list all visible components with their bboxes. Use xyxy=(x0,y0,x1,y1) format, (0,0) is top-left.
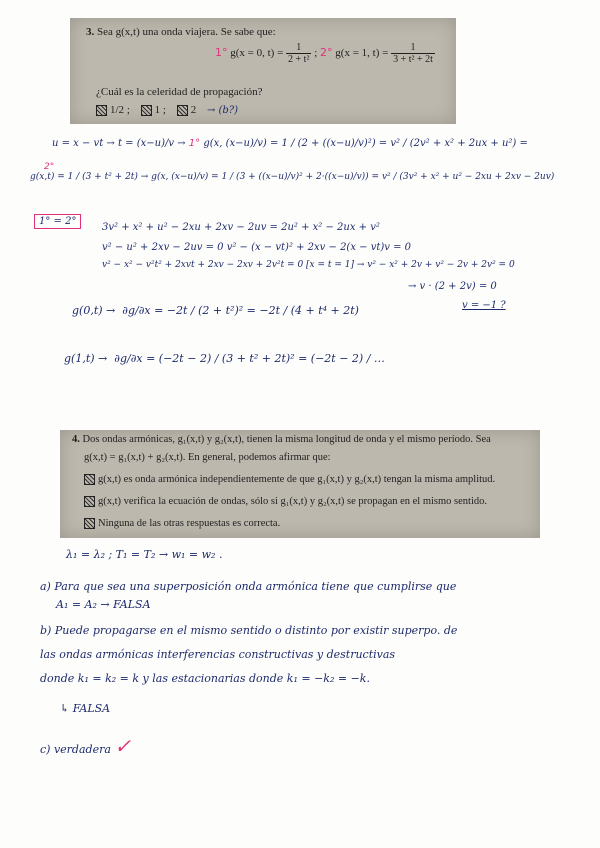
work-4-line-1: λ₁ = λ₂ ; T₁ = T₂ → w₁ = w₂ . xyxy=(66,548,223,561)
problem-4-option-b: g(x,t) verifica la ecuación de ondas, sólo si g₁(x,t) y g₂(x,t) se propagan en el mismo sentido. xyxy=(84,496,487,507)
algebra-line-2: v² − u² + 2xv − 2uv = 0 v² − (x − vt)² + 2xv − 2(x − vt)v = 0 xyxy=(102,242,412,253)
algebra-line-3: v² − x² − v²t² + 2xvt + 2xv − 2xv + 2v²t = 0 [x = t = 1] → v² − x² + 2v + v² − 2v + 2v² = 0 xyxy=(102,260,515,270)
work-4-b-4: ↳ FALSA xyxy=(60,702,111,715)
checkbox-icon[interactable] xyxy=(84,496,95,507)
work-4-a-1: a) Para que sea una superposición onda armónica tiene que cumplirse que xyxy=(40,580,457,593)
work-4-b-3: donde k₁ = k₂ = k y las estacionarias donde k₁ = −k₂ = −k. xyxy=(40,672,370,685)
work-3-line-1: u = x − vt → t = (x−u)/v → 1° g(x, (x−u)/v) = 1 / (2 + ((x−u)/v)²) = v² / (2v² + x² + 2ux + u²) = xyxy=(52,138,528,149)
equality-box: 1° = 2° xyxy=(34,214,81,229)
algebra-line-4: → v · (2 + 2v) = 0 xyxy=(408,281,497,292)
work-4-b-1: b) Puede propagarse en el mismo sentido o distinto por existir superpo. de xyxy=(40,624,458,637)
problem-3-question: ¿Cuál es la celeridad de propagación? xyxy=(96,86,263,98)
checkbox-icon[interactable] xyxy=(84,474,95,485)
checkbox-icon[interactable] xyxy=(84,518,95,529)
problem-3-options: 1/2 ; 1 ; 2 → (b?) xyxy=(96,104,238,116)
checkbox-icon[interactable] xyxy=(96,105,107,116)
algebra-line-1: 3v² + x² + u² − 2xu + 2xv − 2uv = 2u² + x² − 2ux + v² xyxy=(102,222,380,233)
problem-4-option-c: Ninguna de las otras respuestas es correcta. xyxy=(84,518,280,529)
work-4-c-1: c) verdadera ✓ xyxy=(40,734,132,758)
problem-4-option-a: g(x,t) es onda armónica independientemente de que g₁(x,t) y g₂(x,t) tengan la misma amplitud. xyxy=(84,474,495,485)
problem-3-photo xyxy=(70,18,456,124)
checkmark-icon: ✓ xyxy=(114,734,132,758)
work-4-b-2: las ondas armónicas interferencias constructivas y destructivas xyxy=(40,648,396,661)
work-4-a-2: A₁ = A₂ → FALSA xyxy=(56,598,151,611)
problem-4-photo xyxy=(60,430,540,538)
problem-4-statement: 4. Dos ondas armónicas, g₁(x,t) y g₂(x,t), tienen la misma longitud de onda y el mismo período. Sea xyxy=(72,434,491,445)
derivative-1: g(0,t) → ∂g/∂x = −2t / (2 + t²)² = −2t / (4 + t⁴ + 2t) xyxy=(72,304,359,317)
marker-2: 2° xyxy=(320,46,333,60)
marker-1: 1° xyxy=(215,46,228,60)
problem-3-equations: 1° g(x = 0, t) = $\frac{1}{\text{2 + t²}}$ ; 2° g(x = 1, t) = $\frac{1}{\text{3 + t² + 2t}}$ xyxy=(215,42,433,65)
algebra-result: v = −1 ? xyxy=(462,300,506,311)
work-3-line-2: 2° g(x,t) = 1 / (3 + t² + 2t) → g(x, (x−u)/v) = 1 / (3 + ((x−u)/v)² + 2·((x−u)/v)) = v² / (3v² + x² + u² − 2xu + 2xv − 2uv) xyxy=(30,162,555,182)
problem-4-statement-2: g(x,t) = g₁(x,t) + g₂(x,t). En general, podemos afirmar que: xyxy=(84,452,331,463)
checkbox-icon[interactable] xyxy=(177,105,188,116)
checkbox-icon[interactable] xyxy=(141,105,152,116)
derivative-2: g(1,t) → ∂g/∂x = (−2t − 2) / (3 + t² + 2t)² = (−2t − 2) / … xyxy=(64,352,385,365)
problem-3-statement: 3. Sea g(x,t) una onda viajera. Se sabe que: xyxy=(86,26,276,38)
